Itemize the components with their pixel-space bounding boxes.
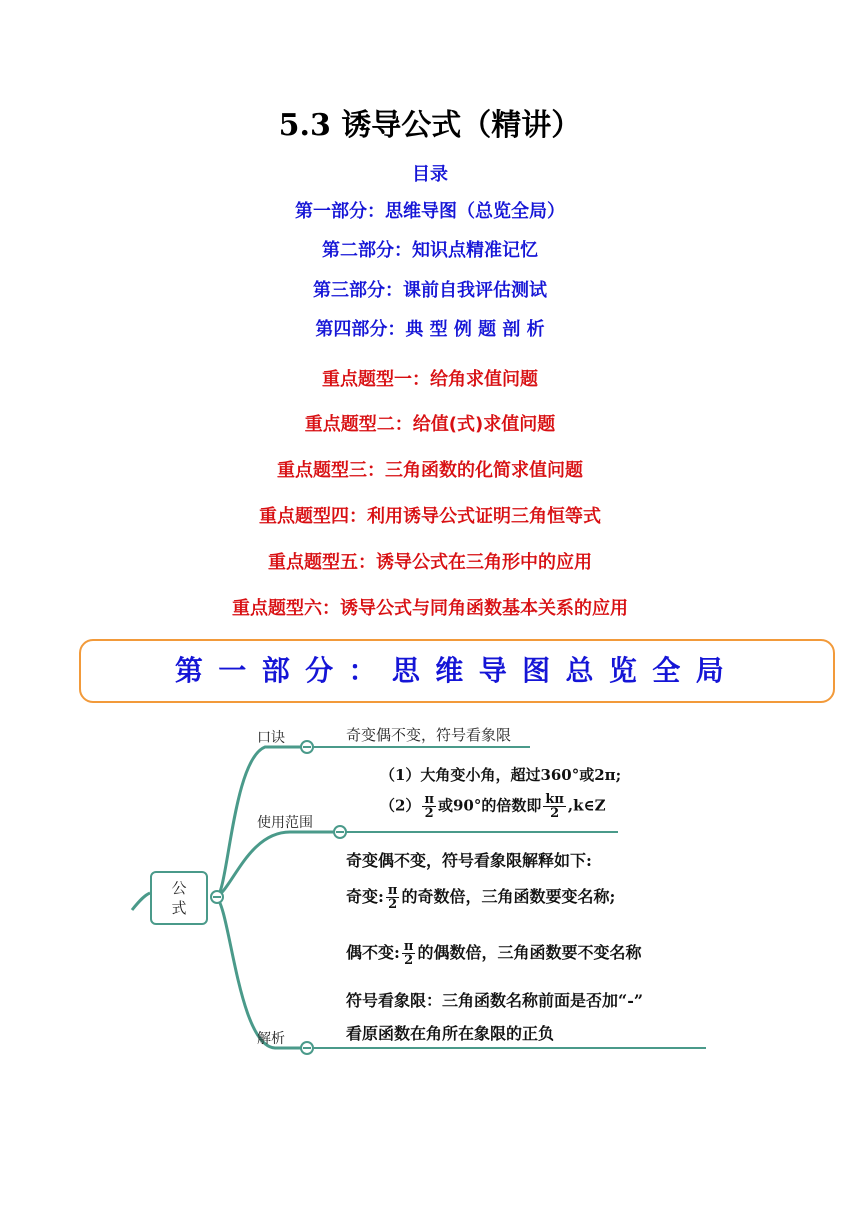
pi-over-2-fraction: $\frac{\pi}{2}$ [424,792,434,821]
toc-part-2[interactable]: 第二部分：知识点精准记忆 [322,240,538,261]
jiexi-line-2: 奇变: $\frac{\pi}{2}$ 的奇数倍，三角函数要变名称; [346,883,616,912]
toc-heading: 目录 [412,164,448,185]
branch-jiexi[interactable]: 解析 [257,1031,285,1047]
root-label-1: 公 [171,879,187,897]
toc-part-1[interactable]: 第一部分：思维导图（总览全局） [295,201,565,222]
toc-type-4[interactable]: 重点题型四：利用诱导公式证明三角恒等式 [259,506,601,527]
fanwei-item-1: （1）大角变小角，超过360°或2π; [380,766,622,784]
toc-type-3[interactable]: 重点题型三：三角函数的化简求值问题 [277,460,583,481]
pi-over-2-fraction: $\frac{\pi}{2}$ [403,939,414,968]
jiexi-line-5: 看原函数在角所在象限的正负 [346,1024,555,1043]
pi-over-2-fraction: $\frac{\pi}{2}$ [387,883,398,912]
toc-part-4[interactable]: 第四部分：典 型 例 题 剖 析 [315,319,545,340]
section-banner-title: 第一部分：思维导图总览全局 [174,654,740,687]
left-stub-connector [132,893,150,910]
toc-type-2[interactable]: 重点题型二：给值(式)求值问题 [304,414,556,435]
root-label-2: 式 [171,899,187,917]
branch-koujue[interactable]: 口诀 [257,730,285,746]
fanwei-item-2: （2） $\frac{\pi}{2}$ 或90°的倍数即 $\frac{k\pi}{2}$ ,k∈Z [380,792,606,821]
branch-fanwei[interactable]: 使用范围 [257,815,313,831]
page-title: 5.3 诱导公式（精讲） [278,108,582,143]
connector-fanwei [216,832,340,897]
toc-type-5[interactable]: 重点题型五：诱导公式在三角形中的应用 [268,552,592,573]
connector-jiexi [216,897,306,1048]
toc-type-6[interactable]: 重点题型六：诱导公式与同角函数基本关系的应用 [232,598,628,619]
jiexi-line-1: 奇变偶不变，符号看象限解释如下: [346,851,592,870]
toc-part-3[interactable]: 第三部分：课前自我评估测试 [313,280,547,301]
jiexi-line-4: 符号看象限：三角函数名称前面是否加“-” [346,991,644,1010]
kpi-over-2-fraction: $\frac{k\pi}{2}$ [545,792,564,821]
koujue-text: 奇变偶不变，符号看象限 [346,726,512,744]
jiexi-line-3: 偶不变: $\frac{\pi}{2}$ 的偶数倍，三角函数要不变名称 [346,939,642,968]
mindmap-root-node[interactable] [150,871,208,925]
toc-type-1[interactable]: 重点题型一：给角求值问题 [322,369,538,390]
